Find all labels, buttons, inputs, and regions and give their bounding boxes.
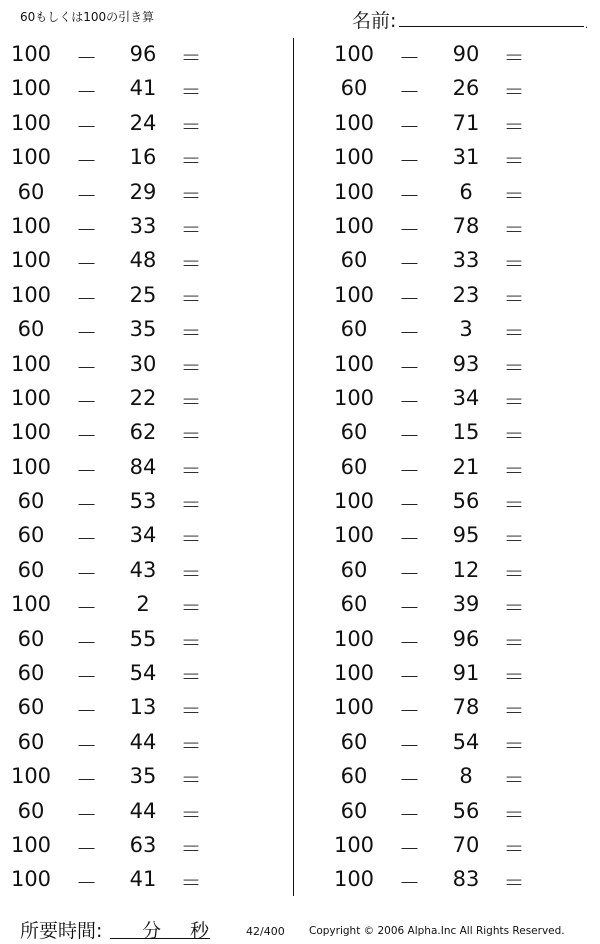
minus-sign: － (399, 699, 420, 724)
subtrahend: 56 (452, 798, 480, 823)
problem-row (0, 758, 260, 792)
equals-sign: ＝ (503, 217, 525, 242)
minus-sign: － (399, 80, 420, 105)
minutes-label: 分 (142, 920, 162, 942)
minus-sign: － (76, 355, 97, 380)
minus-sign: － (399, 286, 420, 311)
equals-sign: ＝ (180, 665, 202, 690)
subtrahend: 62 (129, 420, 157, 445)
minus-sign: － (399, 630, 420, 655)
equals-sign: ＝ (503, 836, 525, 861)
equals-sign: ＝ (503, 458, 525, 483)
problem-row (0, 105, 260, 139)
minuend: 100 (10, 454, 52, 479)
equals-sign: ＝ (180, 802, 202, 827)
name-label: 名前: (352, 10, 397, 32)
equals-sign: ＝ (180, 836, 202, 861)
minus-sign: － (76, 768, 97, 793)
subtrahend: 15 (452, 420, 480, 445)
minuend: 60 (340, 592, 368, 617)
subtrahend: 23 (452, 282, 480, 307)
problem-row (0, 689, 260, 723)
problem-row (323, 724, 583, 758)
problem-row (323, 277, 583, 311)
equals-sign: ＝ (180, 46, 202, 70)
equals-sign: ＝ (503, 114, 525, 139)
problem-row (323, 689, 583, 723)
equals-sign: ＝ (503, 80, 525, 105)
minuend: 100 (333, 867, 375, 892)
problem-row (0, 449, 260, 483)
minuend: 100 (333, 661, 375, 686)
minuend: 100 (10, 248, 52, 273)
equals-sign: ＝ (180, 252, 202, 277)
minus-sign: － (76, 493, 97, 518)
minus-sign: － (76, 527, 97, 552)
subtrahend: 2 (136, 592, 150, 617)
problem-row (0, 793, 260, 827)
minuend: 60 (340, 764, 368, 789)
minuend: 60 (17, 661, 45, 686)
subtrahend: 55 (129, 626, 157, 651)
subtrahend: 39 (452, 592, 480, 617)
minuend: 60 (340, 317, 368, 342)
equals-sign: ＝ (180, 733, 202, 758)
problem-row (0, 517, 260, 551)
equals-sign: ＝ (503, 596, 525, 621)
page-count: 42/400 (246, 925, 285, 938)
equals-sign: ＝ (180, 561, 202, 586)
minus-sign: － (76, 183, 97, 208)
problem-row (323, 827, 583, 861)
minus-sign: － (399, 355, 420, 380)
equals-sign: ＝ (503, 355, 525, 380)
minus-sign: － (399, 114, 420, 139)
minus-sign: － (399, 836, 420, 861)
problem-row (323, 242, 583, 276)
minus-sign: － (76, 80, 97, 105)
minuend: 60 (340, 729, 368, 754)
minuend: 60 (340, 76, 368, 101)
equals-sign: ＝ (503, 183, 525, 208)
equals-sign: ＝ (503, 527, 525, 552)
problem-row (0, 208, 260, 242)
problem-row (0, 552, 260, 586)
subtrahend: 34 (452, 385, 480, 410)
equals-sign: ＝ (503, 252, 525, 277)
equals-sign: ＝ (503, 802, 525, 827)
minus-sign: － (399, 596, 420, 621)
minuend: 100 (333, 695, 375, 720)
problem-row (0, 277, 260, 311)
minuend: 100 (10, 213, 52, 238)
subtrahend: 91 (452, 661, 480, 686)
minus-sign: － (399, 252, 420, 277)
minuend: 100 (333, 213, 375, 238)
subtrahend: 48 (129, 248, 157, 273)
subtrahend: 33 (452, 248, 480, 273)
problem-row (323, 758, 583, 792)
problem-row (323, 793, 583, 827)
minuend: 100 (333, 489, 375, 514)
problem-row (323, 311, 583, 345)
equals-sign: ＝ (180, 183, 202, 208)
problem-row (0, 483, 260, 517)
minus-sign: － (76, 114, 97, 139)
minuend: 100 (333, 282, 375, 307)
minuend: 60 (17, 557, 45, 582)
worksheet-title: 60もしくは100の引き算 (20, 10, 155, 24)
minuend: 100 (333, 523, 375, 548)
equals-sign: ＝ (503, 665, 525, 690)
problem-row (0, 311, 260, 345)
problem-row (323, 483, 583, 517)
minus-sign: － (399, 561, 420, 586)
minuend: 100 (10, 420, 52, 445)
problem-row (323, 621, 583, 655)
equals-sign: ＝ (180, 355, 202, 380)
minus-sign: － (76, 149, 97, 174)
subtrahend: 83 (452, 867, 480, 892)
minuend: 60 (17, 729, 45, 754)
minus-sign: － (76, 699, 97, 724)
minus-sign: － (76, 286, 97, 311)
minus-sign: － (76, 252, 97, 277)
minus-sign: － (399, 802, 420, 827)
problem-row (323, 380, 583, 414)
subtrahend: 63 (129, 832, 157, 857)
equals-sign: ＝ (180, 596, 202, 621)
equals-sign: ＝ (180, 80, 202, 105)
subtrahend: 96 (129, 42, 157, 66)
minus-sign: － (76, 733, 97, 758)
seconds-label: 秒 (190, 920, 210, 942)
problem-row (0, 414, 260, 448)
problem-row (323, 36, 583, 70)
subtrahend: 78 (452, 213, 480, 238)
subtrahend: 78 (452, 695, 480, 720)
minus-sign: － (399, 183, 420, 208)
minus-sign: － (399, 871, 420, 896)
equals-sign: ＝ (180, 493, 202, 518)
problem-column-left (0, 36, 260, 896)
minus-sign: － (399, 493, 420, 518)
problem-row (0, 586, 260, 620)
minuend: 100 (10, 282, 52, 307)
minuend: 100 (333, 626, 375, 651)
minus-sign: － (399, 768, 420, 793)
subtrahend: 33 (129, 213, 157, 238)
subtrahend: 43 (129, 557, 157, 582)
equals-sign: ＝ (180, 699, 202, 724)
minuend: 100 (333, 42, 375, 66)
minus-sign: － (399, 665, 420, 690)
equals-sign: ＝ (503, 286, 525, 311)
minuend: 60 (340, 798, 368, 823)
subtrahend: 3 (459, 317, 473, 342)
subtrahend: 12 (452, 557, 480, 582)
minus-sign: － (76, 596, 97, 621)
minus-sign: － (399, 527, 420, 552)
problem-row (323, 655, 583, 689)
minuend: 100 (10, 145, 52, 170)
equals-sign: ＝ (180, 527, 202, 552)
problem-row (0, 139, 260, 173)
problem-row (323, 174, 583, 208)
problem-row (0, 174, 260, 208)
minus-sign: － (399, 389, 420, 414)
equals-sign: ＝ (503, 871, 525, 896)
subtrahend: 30 (129, 351, 157, 376)
minuend: 60 (17, 317, 45, 342)
subtrahend: 21 (452, 454, 480, 479)
problem-row (323, 208, 583, 242)
subtrahend: 54 (129, 661, 157, 686)
minus-sign: － (399, 46, 420, 70)
minuend: 100 (10, 110, 52, 135)
equals-sign: ＝ (503, 699, 525, 724)
equals-sign: ＝ (503, 493, 525, 518)
subtrahend: 25 (129, 282, 157, 307)
minuend: 100 (333, 385, 375, 410)
problem-row (0, 861, 260, 895)
minus-sign: － (399, 458, 420, 483)
subtrahend: 90 (452, 42, 480, 66)
subtrahend: 44 (129, 729, 157, 754)
problem-row (323, 70, 583, 104)
problem-row (323, 105, 583, 139)
problem-row (0, 621, 260, 655)
minus-sign: － (399, 424, 420, 449)
name-end-dot: . (584, 20, 588, 31)
subtrahend: 24 (129, 110, 157, 135)
minuend: 60 (340, 420, 368, 445)
minuend: 60 (17, 179, 45, 204)
minus-sign: － (76, 424, 97, 449)
subtrahend: 41 (129, 867, 157, 892)
equals-sign: ＝ (503, 630, 525, 655)
subtrahend: 54 (452, 729, 480, 754)
subtrahend: 34 (129, 523, 157, 548)
problem-row (0, 242, 260, 276)
minus-sign: － (76, 630, 97, 655)
minuend: 100 (10, 592, 52, 617)
equals-sign: ＝ (180, 286, 202, 311)
subtrahend: 95 (452, 523, 480, 548)
subtrahend: 93 (452, 351, 480, 376)
equals-sign: ＝ (180, 389, 202, 414)
minuend: 60 (340, 557, 368, 582)
problem-row (0, 380, 260, 414)
minus-sign: － (76, 871, 97, 896)
minuend: 60 (340, 248, 368, 273)
problem-row (323, 552, 583, 586)
subtrahend: 71 (452, 110, 480, 135)
minuend: 60 (17, 489, 45, 514)
subtrahend: 6 (459, 179, 473, 204)
subtrahend: 56 (452, 489, 480, 514)
minus-sign: － (399, 217, 420, 242)
minuend: 100 (333, 110, 375, 135)
minus-sign: － (76, 46, 97, 70)
equals-sign: ＝ (180, 458, 202, 483)
subtrahend: 16 (129, 145, 157, 170)
equals-sign: ＝ (180, 321, 202, 346)
name-underline (399, 26, 584, 27)
minuend: 100 (333, 832, 375, 857)
problem-row (323, 586, 583, 620)
minus-sign: － (76, 217, 97, 242)
minuend: 60 (17, 695, 45, 720)
equals-sign: ＝ (180, 768, 202, 793)
name-field (352, 6, 588, 30)
equals-sign: ＝ (503, 389, 525, 414)
problem-row (0, 70, 260, 104)
equals-sign: ＝ (180, 424, 202, 449)
equals-sign: ＝ (180, 149, 202, 174)
minuend: 60 (17, 798, 45, 823)
minuend: 100 (10, 76, 52, 101)
copyright-notice: Copyright © 2006 Alpha.Inc All Rights Reserved. (309, 925, 565, 937)
minuend: 60 (17, 523, 45, 548)
equals-sign: ＝ (503, 733, 525, 758)
subtrahend: 13 (129, 695, 157, 720)
minuend: 60 (340, 454, 368, 479)
equals-sign: ＝ (180, 871, 202, 896)
minus-sign: － (76, 665, 97, 690)
problem-column-right (323, 36, 583, 896)
subtrahend: 70 (452, 832, 480, 857)
minus-sign: － (76, 561, 97, 586)
problem-row (0, 827, 260, 861)
equals-sign: ＝ (180, 630, 202, 655)
subtrahend: 29 (129, 179, 157, 204)
subtrahend: 44 (129, 798, 157, 823)
equals-sign: ＝ (503, 424, 525, 449)
problem-row (323, 861, 583, 895)
minuend: 100 (10, 867, 52, 892)
problem-row (0, 655, 260, 689)
equals-sign: ＝ (503, 46, 525, 70)
minus-sign: － (76, 321, 97, 346)
time-taken-label: 所要時間: (20, 920, 103, 942)
problem-row (323, 139, 583, 173)
problem-row (323, 449, 583, 483)
minus-sign: － (76, 836, 97, 861)
equals-sign: ＝ (503, 321, 525, 346)
problem-row (323, 414, 583, 448)
minus-sign: － (76, 389, 97, 414)
minuend: 100 (10, 764, 52, 789)
minuend: 100 (10, 832, 52, 857)
column-divider (293, 38, 294, 896)
subtrahend: 35 (129, 764, 157, 789)
subtrahend: 84 (129, 454, 157, 479)
subtrahend: 8 (459, 764, 473, 789)
subtrahend: 31 (452, 145, 480, 170)
subtrahend: 22 (129, 385, 157, 410)
minuend: 100 (333, 145, 375, 170)
minus-sign: － (399, 321, 420, 346)
minuend: 60 (17, 626, 45, 651)
minus-sign: － (399, 149, 420, 174)
problem-row (0, 346, 260, 380)
problem-row (0, 36, 260, 70)
minus-sign: － (76, 802, 97, 827)
subtrahend: 26 (452, 76, 480, 101)
equals-sign: ＝ (503, 561, 525, 586)
problem-row (0, 724, 260, 758)
problem-row (323, 517, 583, 551)
equals-sign: ＝ (503, 768, 525, 793)
minus-sign: － (399, 733, 420, 758)
subtrahend: 41 (129, 76, 157, 101)
subtrahend: 53 (129, 489, 157, 514)
minuend: 100 (10, 385, 52, 410)
minuend: 100 (333, 351, 375, 376)
problem-row (323, 346, 583, 380)
minuend: 100 (10, 42, 52, 66)
equals-sign: ＝ (180, 114, 202, 139)
minuend: 100 (10, 351, 52, 376)
minuend: 100 (333, 179, 375, 204)
subtrahend: 96 (452, 626, 480, 651)
subtrahend: 35 (129, 317, 157, 342)
equals-sign: ＝ (503, 149, 525, 174)
equals-sign: ＝ (180, 217, 202, 242)
minus-sign: － (76, 458, 97, 483)
